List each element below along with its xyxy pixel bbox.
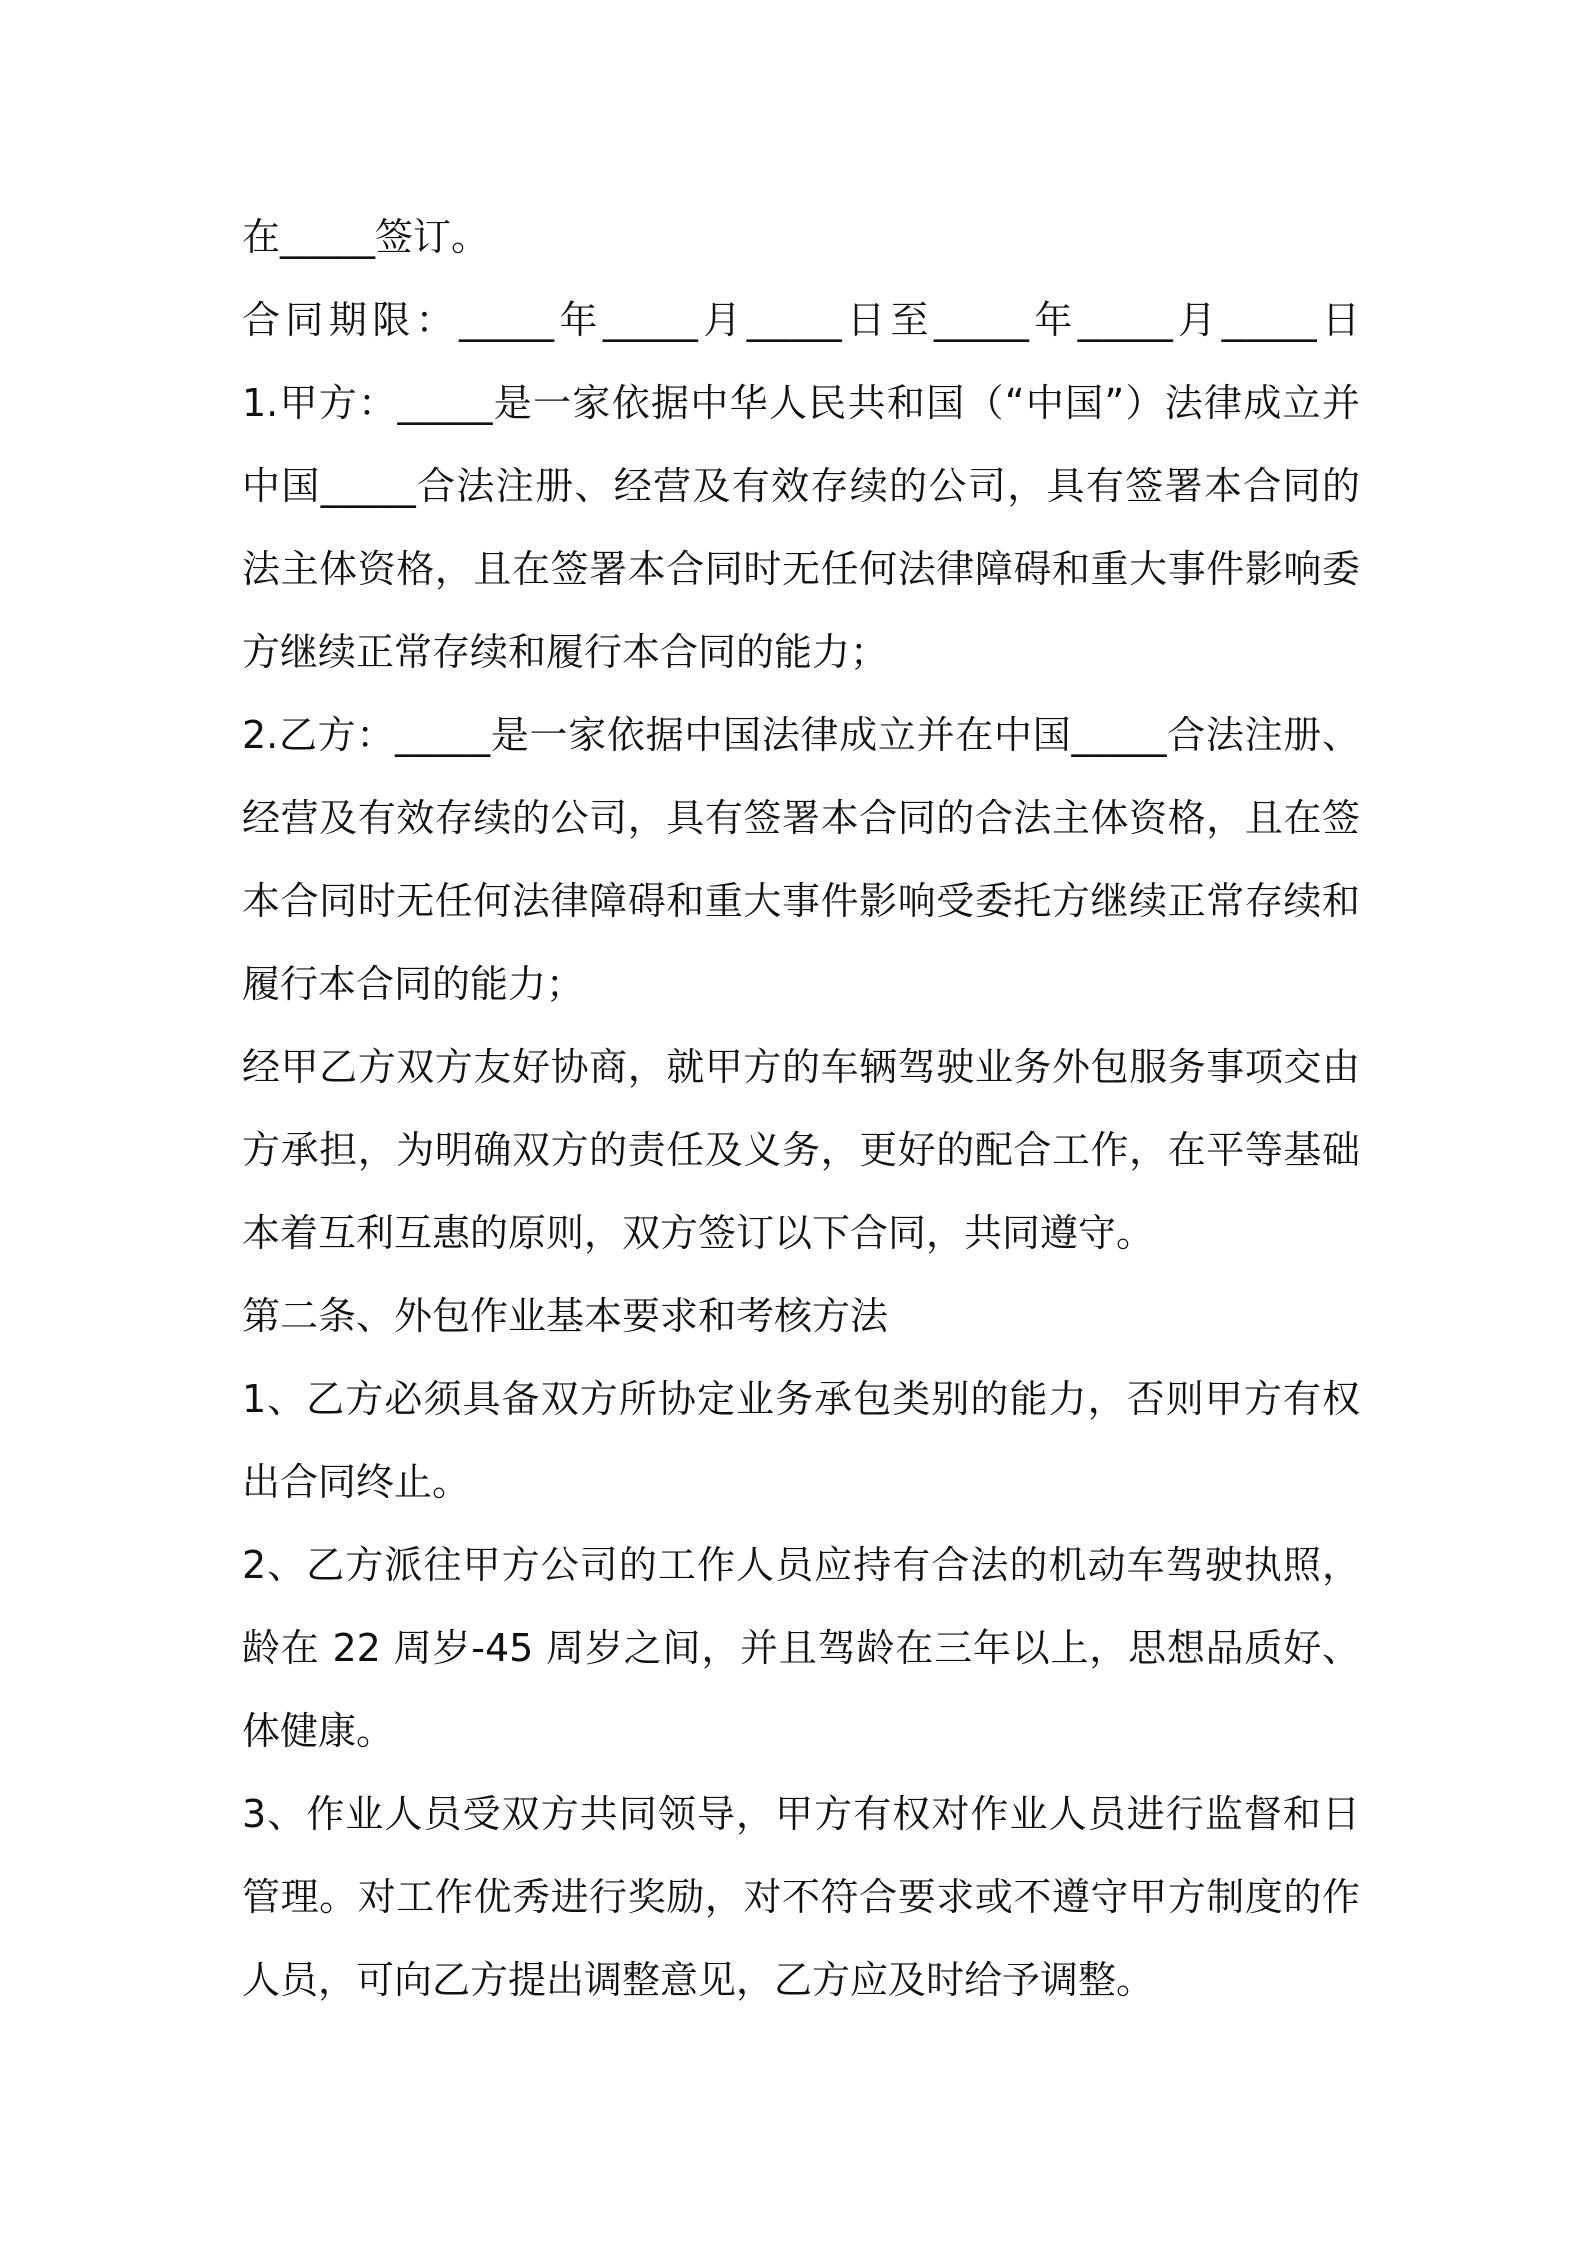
- text-line: 经营及有效存续的公司，具有签署本合同的合法主体资格，且在签: [242, 796, 1360, 840]
- text-line: 出合同终止。: [242, 1460, 471, 1504]
- text-line-negotiation: 经甲乙方双方友好协商，就甲方的车辆驾驶业务外包服务事项交由: [242, 1045, 1360, 1089]
- text-line: 本着互利互惠的原则，双方签订以下合同，共同遵守。: [242, 1211, 1155, 1255]
- text-line: 人员，可向乙方提出调整意见，乙方应及时给予调整。: [242, 1958, 1155, 2002]
- text-line-contract-term: 合同期限：_____年_____月_____日至_____年_____月_____日: [242, 298, 1360, 342]
- text-line: 履行本合同的能力；: [242, 962, 585, 1006]
- text-line: 龄在 22 周岁-45 周岁之间，并且驾龄在三年以上，思想品质好、: [242, 1626, 1360, 1670]
- text-line-signing-place: 在_____签订。: [242, 215, 490, 259]
- text-line: 中国_____合法注册、经营及有效存续的公司，具有签署本合同的: [242, 464, 1360, 508]
- text-line: 本合同时无任何法律障碍和重大事件影响受委托方继续正常存续和: [242, 879, 1360, 923]
- document-body: [242, 196, 1360, 2022]
- text-line: 法主体资格，且在签署本合同时无任何法律障碍和重大事件影响委: [242, 547, 1360, 591]
- clause-1: 1、乙方必须具备双方所协定业务承包类别的能力，否则甲方有权: [242, 1377, 1360, 1421]
- clause-2: 2、乙方派往甲方公司的工作人员应持有合法的机动车驾驶执照，: [242, 1543, 1360, 1587]
- text-line-party-b: 2.乙方：_____是一家依据中国法律成立并在中国_____合法注册、: [242, 713, 1360, 757]
- text-line: 管理。对工作优秀进行奖励，对不符合要求或不遵守甲方制度的作: [242, 1875, 1360, 1919]
- text-line: 体健康。: [242, 1709, 395, 1753]
- text-line: 方承担，为明确双方的责任及义务，更好的配合工作，在平等基础: [242, 1128, 1360, 1172]
- text-line-party-a: 1.甲方：_____是一家依据中华人民共和国（“中国”）法律成立并: [242, 381, 1360, 425]
- clause-3: 3、作业人员受双方共同领导，甲方有权对作业人员进行监督和日: [242, 1792, 1360, 1836]
- text-line: 方继续正常存续和履行本合同的能力；: [242, 630, 889, 674]
- section-heading: 第二条、外包作业基本要求和考核方法: [242, 1294, 889, 1338]
